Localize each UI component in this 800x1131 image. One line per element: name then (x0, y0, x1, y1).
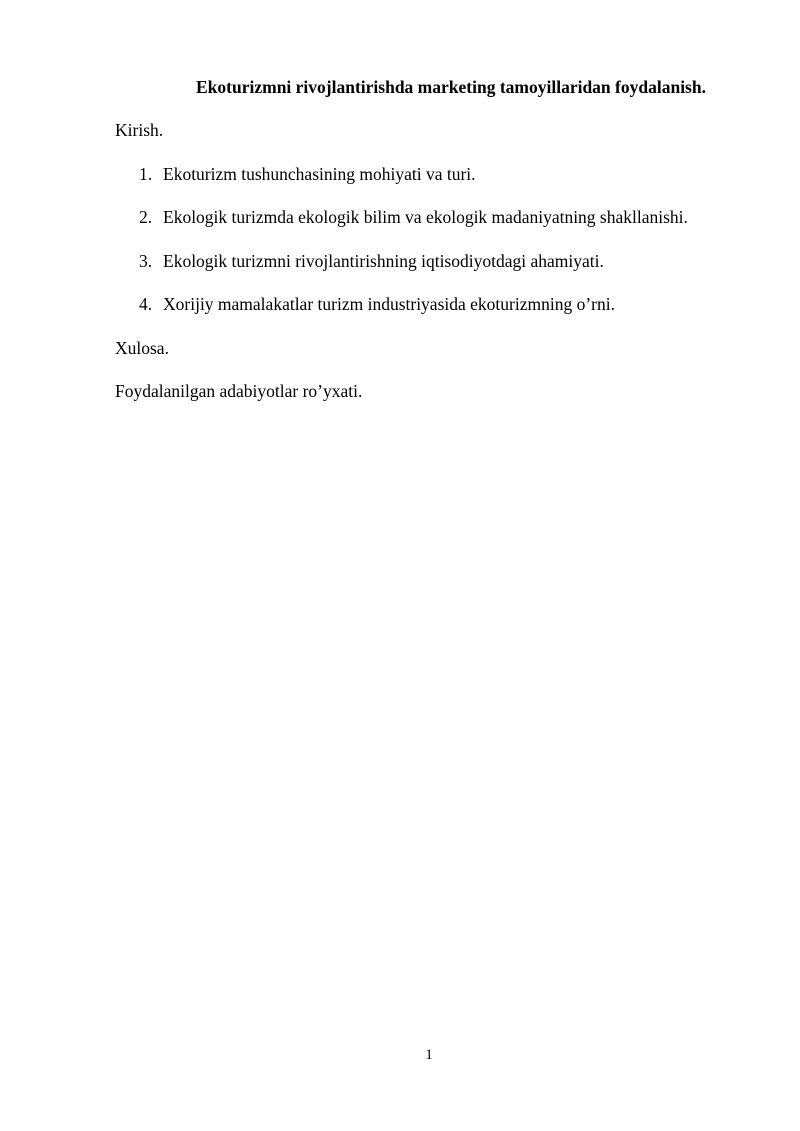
references-heading: Foydalanilgan adabiyotlar ro’yxati. (115, 381, 363, 401)
list-item-text: Ekologik turizmni rivojlantirishning iqtisodiyotdagi ahamiyati. (163, 251, 604, 271)
list-item-text: Ekoturizm tushunchasining mohiyati va turi. (163, 164, 476, 184)
list-item-number: 3. (139, 251, 153, 271)
list-item-text: Xorijiy mamalakatlar turizm industriyasida ekoturizmning o’rni. (163, 294, 615, 314)
document-title: Ekoturizmni rivojlantirishda marketing tamoyillaridan foydalanish. (196, 77, 706, 97)
conclusion-heading: Xulosa. (115, 338, 169, 358)
list-item (139, 250, 604, 272)
list-item (139, 293, 615, 315)
list-item (139, 163, 476, 185)
list-item-number: 1. (139, 164, 153, 184)
list-item-number: 2. (139, 207, 153, 227)
list-item-number: 4. (139, 294, 153, 314)
list-item (139, 206, 688, 228)
intro-heading: Kirish. (115, 120, 164, 140)
page-number: 1 (425, 1047, 433, 1063)
list-item-text: Ekologik turizmda ekologik bilim va ekologik madaniyatning shakllanishi. (163, 207, 688, 227)
